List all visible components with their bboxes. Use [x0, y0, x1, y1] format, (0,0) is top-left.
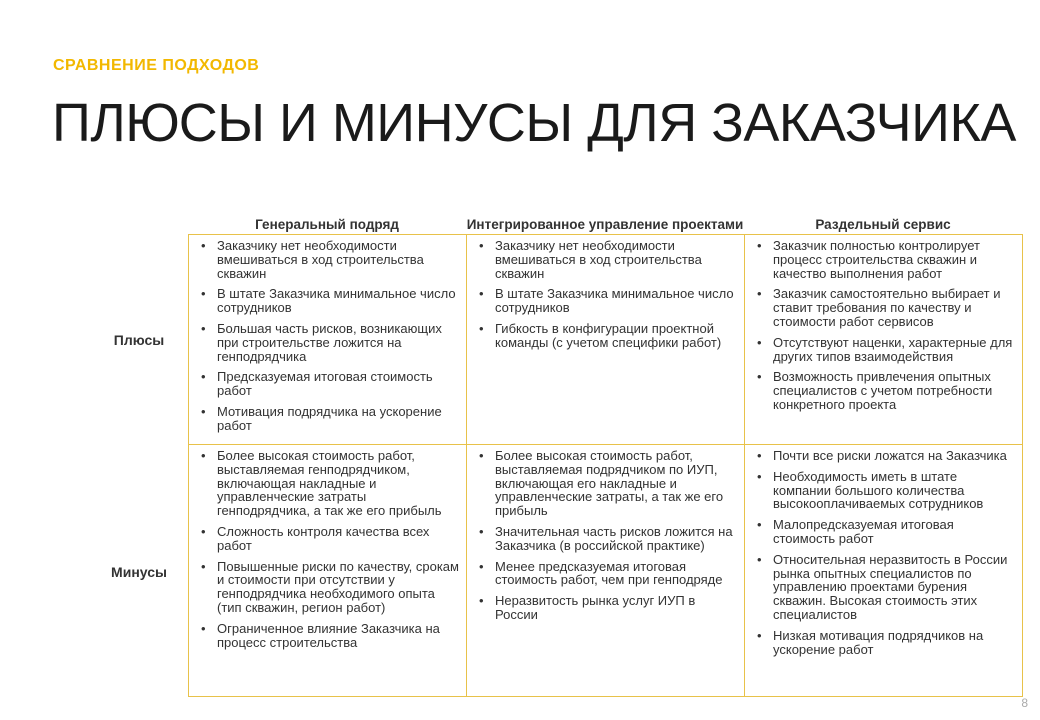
list-item: • Менее предсказуемая итоговая стоимость работ, чем при генподряде	[475, 560, 738, 588]
list-item: • Большая часть рисков, возникающих при строительстве ложится на генподрядчика	[197, 322, 460, 363]
list-item: • Низкая мотивация подрядчиков на ускорение работ	[753, 629, 1016, 657]
comparison-table	[188, 234, 1023, 697]
list-item: • Заказчик полностью контролирует процесс строительства скважин и качество выполнения работ	[753, 239, 1016, 280]
bullet-list	[475, 449, 738, 622]
list-item: • Отсутствуют наценки, характерные для других типов взаимодействия	[753, 336, 1016, 364]
list-item: • Гибкость в конфигурации проектной команды (с учетом специфики работ)	[475, 322, 738, 350]
cell-pros-separate-service	[745, 235, 1023, 445]
cell-cons-integrated-management	[467, 445, 745, 697]
list-item: • Неразвитость рынка услуг ИУП в России	[475, 594, 738, 622]
bullet-list	[753, 449, 1016, 656]
cell-pros-integrated-management	[467, 235, 745, 445]
bullet-list	[197, 239, 460, 433]
list-item: • Необходимость иметь в штате компании большого количества высокооплачиваемых сотрудников	[753, 470, 1016, 511]
cell-pros-general-contract	[189, 235, 467, 445]
cell-cons-separate-service	[745, 445, 1023, 697]
table-row-pros	[189, 235, 1023, 445]
row-label-cons: Минусы	[111, 564, 167, 580]
cell-cons-general-contract	[189, 445, 467, 697]
list-item: • Более высокая стоимость работ, выставляемая генподрядчиком, включающая накладные и управленческие затраты генподрядчика, а так же его прибыль	[197, 449, 460, 518]
list-item: • Повышенные риски по качеству, срокам и стоимости при отсутствии у генподрядчика необходимого опыта (тип скважин, регион работ)	[197, 560, 460, 615]
list-item: • В штате Заказчика минимальное число сотрудников	[197, 287, 460, 315]
bullet-list	[475, 239, 738, 350]
list-item: • Более высокая стоимость работ, выставляемая подрядчиком по ИУП, включающая его накладные и управленческие затраты, а так же его прибыль	[475, 449, 738, 518]
column-header-general-contract: Генеральный подряд	[255, 217, 399, 232]
list-item: • Заказчику нет необходимости вмешиваться в ход строительства скважин	[475, 239, 738, 280]
list-item: • Возможность привлечения опытных специалистов с учетом потребности конкретного проекта	[753, 370, 1016, 411]
section-kicker: СРАВНЕНИЕ ПОДХОДОВ	[53, 57, 260, 74]
list-item: • Малопредсказуемая итоговая стоимость работ	[753, 518, 1016, 546]
list-item: • Значительная часть рисков ложится на Заказчика (в российской практике)	[475, 525, 738, 553]
list-item: • Предсказуемая итоговая стоимость работ	[197, 370, 460, 398]
list-item: • Относительная неразвитость в России рынка опытных специалистов по управлению проектами бурения скважин. Высокая стоимость этих специалистов	[753, 553, 1016, 622]
list-item: • Заказчику нет необходимости вмешиваться в ход строительства скважин	[197, 239, 460, 280]
list-item: • Ограниченное влияние Заказчика на процесс строительства	[197, 622, 460, 650]
list-item: • В штате Заказчика минимальное число сотрудников	[475, 287, 738, 315]
bullet-list	[753, 239, 1016, 412]
page-title: ПЛЮСЫ И МИНУСЫ ДЛЯ ЗАКАЗЧИКА	[52, 93, 1016, 153]
column-header-separate-service: Раздельный сервис	[815, 217, 951, 232]
list-item: • Почти все риски ложатся на Заказчика	[753, 449, 1016, 463]
list-item: • Мотивация подрядчика на ускорение работ	[197, 405, 460, 433]
bullet-list	[197, 449, 460, 649]
row-label-pros: Плюсы	[113, 332, 165, 348]
list-item: • Заказчик самостоятельно выбирает и ставит требования по качеству и стоимости работ сервисов	[753, 287, 1016, 328]
column-header-integrated-management: Интегрированное управление проектами	[466, 217, 744, 232]
table-row-cons	[189, 445, 1023, 697]
list-item: • Сложность контроля качества всех работ	[197, 525, 460, 553]
page-number: 8	[1021, 696, 1028, 710]
